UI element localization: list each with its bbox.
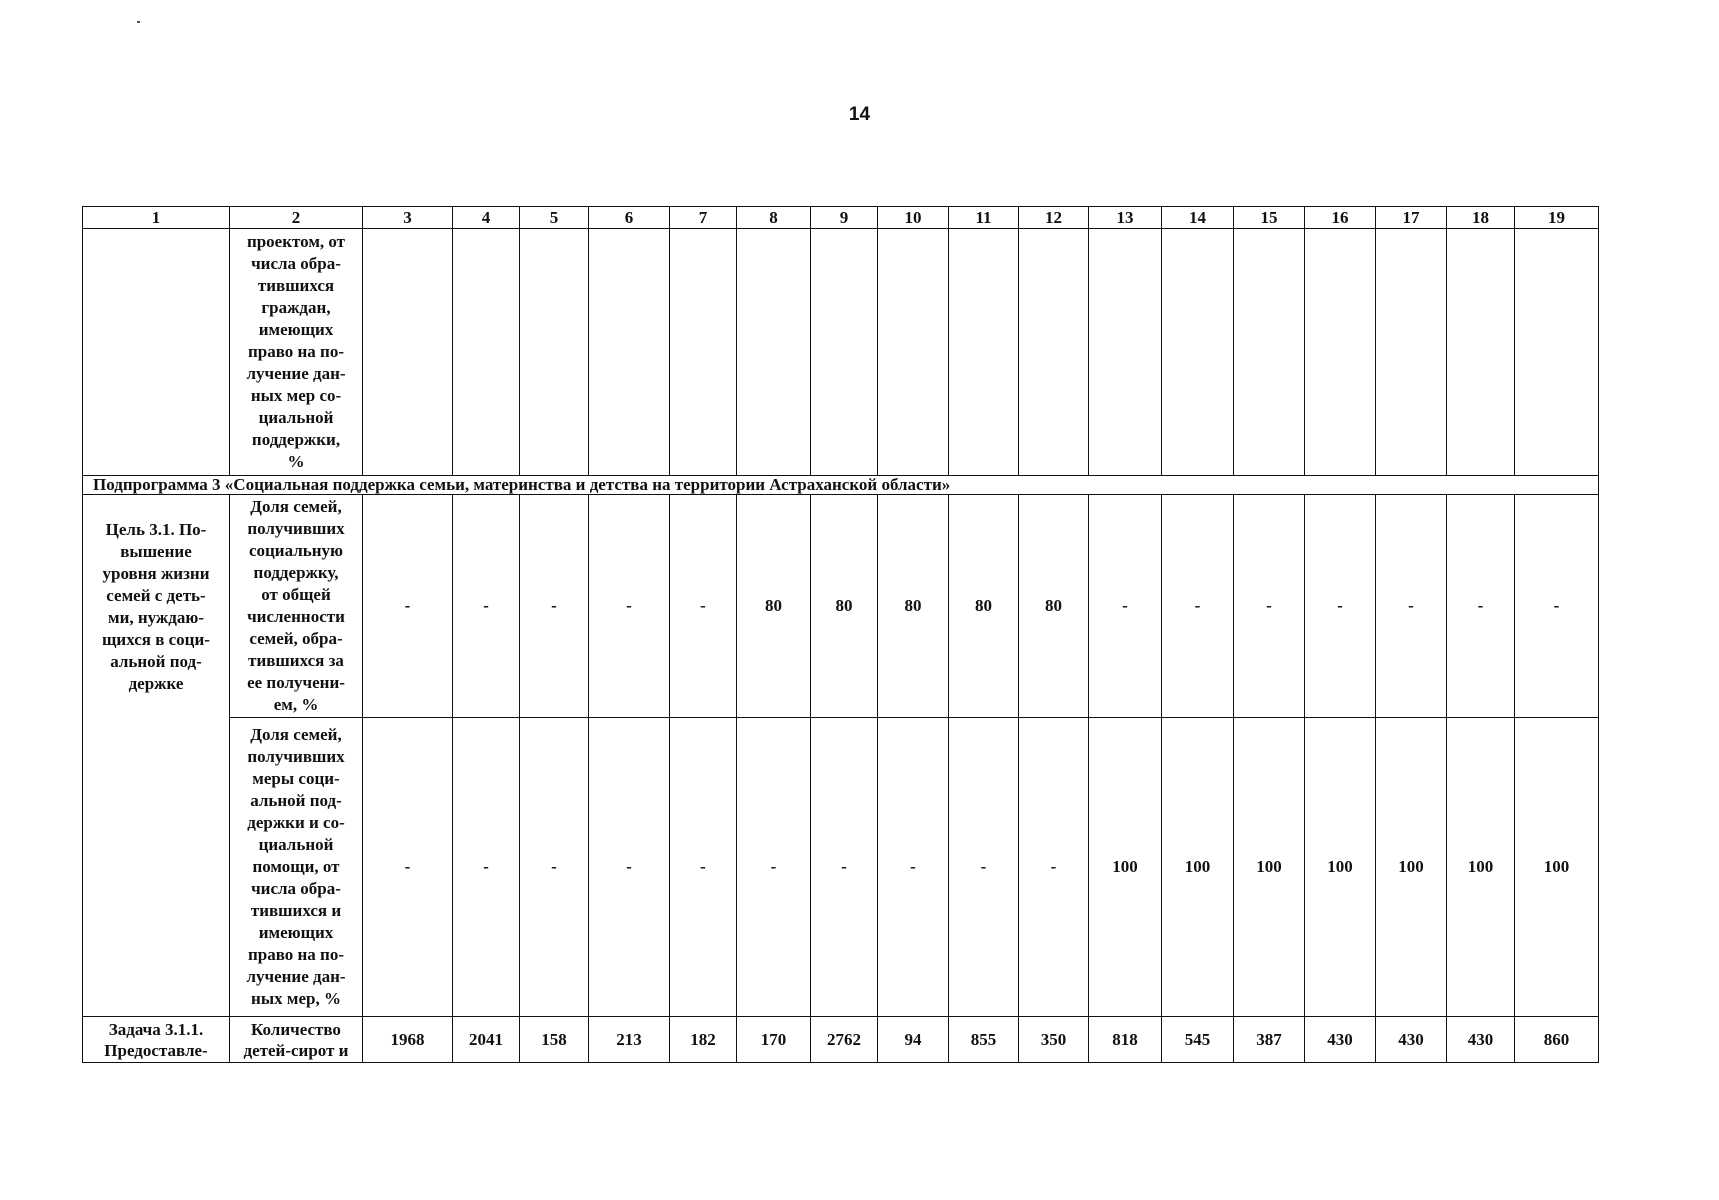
value-cell bbox=[737, 229, 811, 476]
column-header: 5 bbox=[520, 207, 589, 229]
column-number-row bbox=[83, 207, 1599, 229]
table-row bbox=[83, 1017, 1599, 1063]
value-cell: 860 bbox=[1515, 1017, 1599, 1063]
value-cell: - bbox=[363, 718, 453, 1017]
value-cell: 545 bbox=[1162, 1017, 1234, 1063]
page-number: 14 bbox=[848, 104, 871, 125]
column-header: 11 bbox=[949, 207, 1019, 229]
value-cell: - bbox=[878, 718, 949, 1017]
value-cell: - bbox=[949, 718, 1019, 1017]
value-cell: - bbox=[520, 495, 589, 718]
value-cell: 80 bbox=[737, 495, 811, 718]
value-cell bbox=[1089, 229, 1162, 476]
column-header: 16 bbox=[1305, 207, 1376, 229]
value-cell: 430 bbox=[1376, 1017, 1447, 1063]
value-cell: 80 bbox=[811, 495, 878, 718]
value-cell: 170 bbox=[737, 1017, 811, 1063]
column-header: 19 bbox=[1515, 207, 1599, 229]
value-cell: - bbox=[670, 718, 737, 1017]
value-cell bbox=[1234, 229, 1305, 476]
value-cell bbox=[1376, 229, 1447, 476]
column-header: 13 bbox=[1089, 207, 1162, 229]
task-cell: Задача 3.1.1. Предоставле- bbox=[83, 1017, 230, 1063]
value-cell bbox=[811, 229, 878, 476]
value-cell: 387 bbox=[1234, 1017, 1305, 1063]
value-cell bbox=[589, 229, 670, 476]
value-cell: - bbox=[453, 495, 520, 718]
scan-speck bbox=[137, 21, 140, 23]
column-header: 9 bbox=[811, 207, 878, 229]
value-cell: - bbox=[1234, 495, 1305, 718]
value-cell: - bbox=[1376, 495, 1447, 718]
column-header: 15 bbox=[1234, 207, 1305, 229]
value-cell bbox=[1447, 229, 1515, 476]
value-cell bbox=[363, 229, 453, 476]
value-cell: 158 bbox=[520, 1017, 589, 1063]
subprogram-title: Подпрограмма 3 «Социальная поддержка семьи, материнства и детства на территории Астраханской области» bbox=[83, 476, 1599, 495]
value-cell bbox=[670, 229, 737, 476]
column-header: 2 bbox=[230, 207, 363, 229]
value-cell: 350 bbox=[1019, 1017, 1089, 1063]
value-cell bbox=[878, 229, 949, 476]
column-header: 10 bbox=[878, 207, 949, 229]
value-cell bbox=[1162, 229, 1234, 476]
goal-cell bbox=[83, 229, 230, 476]
value-cell: - bbox=[1089, 495, 1162, 718]
value-cell bbox=[1515, 229, 1599, 476]
value-cell: - bbox=[811, 718, 878, 1017]
column-header: 1 bbox=[83, 207, 230, 229]
value-cell bbox=[453, 229, 520, 476]
value-cell: - bbox=[589, 718, 670, 1017]
value-cell: 2041 bbox=[453, 1017, 520, 1063]
value-cell: 213 bbox=[589, 1017, 670, 1063]
column-header: 12 bbox=[1019, 207, 1089, 229]
column-header: 7 bbox=[670, 207, 737, 229]
value-cell: - bbox=[589, 495, 670, 718]
value-cell: 80 bbox=[878, 495, 949, 718]
value-cell: 80 bbox=[949, 495, 1019, 718]
column-header: 3 bbox=[363, 207, 453, 229]
value-cell: 100 bbox=[1089, 718, 1162, 1017]
column-header: 6 bbox=[589, 207, 670, 229]
value-cell: 100 bbox=[1376, 718, 1447, 1017]
value-cell: - bbox=[453, 718, 520, 1017]
value-cell: - bbox=[520, 718, 589, 1017]
value-cell: - bbox=[1019, 718, 1089, 1017]
indicator-cell: проектом, от числа обра- тившихся граждан, имеющих право на по- лучение дан- ных мер со- циальной поддержки, % bbox=[230, 229, 363, 476]
value-cell bbox=[520, 229, 589, 476]
goal-cell: Цель 3.1. По- вышение уровня жизни семей с деть- ми, нуждаю- щихся в соци- альной под- держке bbox=[83, 495, 230, 1017]
value-cell: 818 bbox=[1089, 1017, 1162, 1063]
value-cell: 100 bbox=[1447, 718, 1515, 1017]
value-cell: - bbox=[737, 718, 811, 1017]
value-cell: 1968 bbox=[363, 1017, 453, 1063]
indicator-cell: Доля семей, получивших меры соци- альной под- держки и со- циальной помощи, от числа обра- тившихся и имеющих право на по- лучение дан- ных мер, % bbox=[230, 718, 363, 1017]
value-cell: - bbox=[1515, 495, 1599, 718]
column-header: 18 bbox=[1447, 207, 1515, 229]
value-cell: - bbox=[1305, 495, 1376, 718]
table-row bbox=[83, 229, 1599, 476]
table-row bbox=[83, 718, 1599, 1017]
table-row bbox=[83, 495, 1599, 718]
value-cell: 100 bbox=[1234, 718, 1305, 1017]
value-cell: 430 bbox=[1447, 1017, 1515, 1063]
value-cell: - bbox=[1447, 495, 1515, 718]
value-cell bbox=[1019, 229, 1089, 476]
value-cell: - bbox=[363, 495, 453, 718]
column-header: 14 bbox=[1162, 207, 1234, 229]
subprogram-row bbox=[83, 476, 1599, 495]
indicator-cell: Доля семей, получивших социальную поддержку, от общей численности семей, обра- тившихся за ее получени- ем, % bbox=[230, 495, 363, 718]
value-cell bbox=[1305, 229, 1376, 476]
value-cell: 100 bbox=[1515, 718, 1599, 1017]
column-header: 8 bbox=[737, 207, 811, 229]
value-cell: 430 bbox=[1305, 1017, 1376, 1063]
value-cell: 855 bbox=[949, 1017, 1019, 1063]
value-cell bbox=[949, 229, 1019, 476]
value-cell: - bbox=[670, 495, 737, 718]
value-cell: - bbox=[1162, 495, 1234, 718]
value-cell: 80 bbox=[1019, 495, 1089, 718]
indicator-table bbox=[82, 206, 1599, 1063]
value-cell: 2762 bbox=[811, 1017, 878, 1063]
value-cell: 100 bbox=[1162, 718, 1234, 1017]
value-cell: 100 bbox=[1305, 718, 1376, 1017]
column-header: 4 bbox=[453, 207, 520, 229]
value-cell: 94 bbox=[878, 1017, 949, 1063]
value-cell: 182 bbox=[670, 1017, 737, 1063]
indicator-cell: Количество детей-сирот и bbox=[230, 1017, 363, 1063]
column-header: 17 bbox=[1376, 207, 1447, 229]
